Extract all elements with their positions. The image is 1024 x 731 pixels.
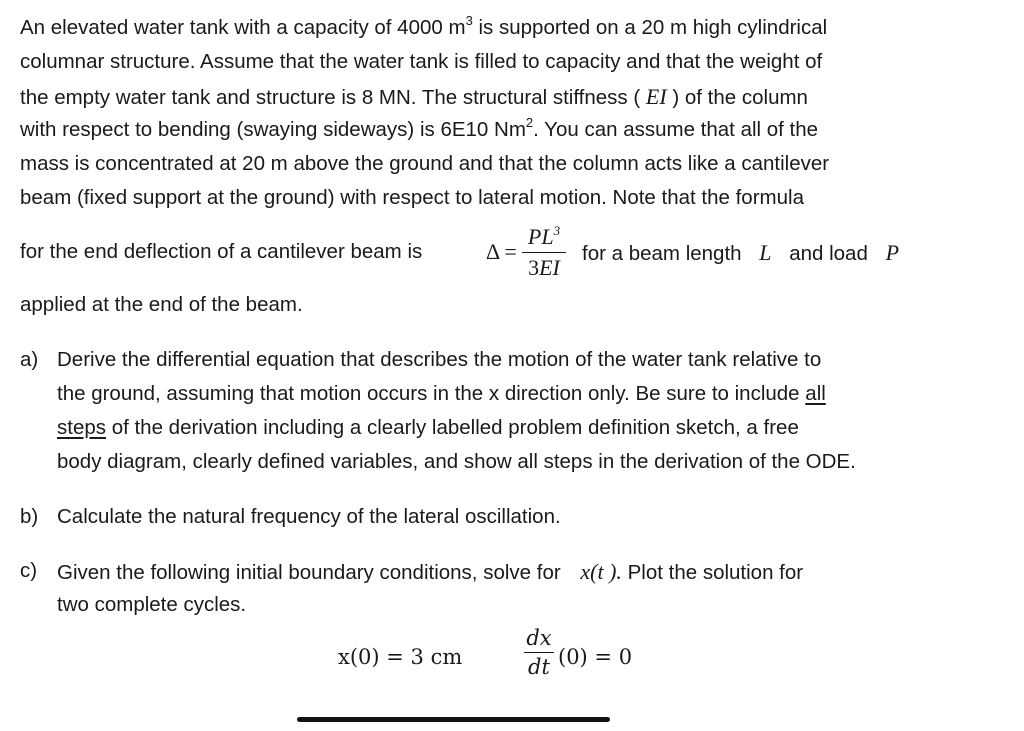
derivative-fraction: dx dt — [524, 626, 554, 679]
initial-position-condition: x(0) = 3 cm — [338, 645, 463, 669]
intro-line-7-right: for a beam length L and load P — [582, 240, 900, 265]
part-b-line-1: Calculate the natural frequency of the lateral oscillation. — [57, 505, 561, 528]
deflection-formula: $PL^3$ 3EI — [522, 224, 566, 281]
part-a-line-4: body diagram, clearly defined variables, and show all steps in the derivation of the ODE. — [57, 450, 856, 473]
delta-symbol: Δ = — [486, 239, 517, 264]
intro-line-7-left: for the end deflection of a cantilever beam is — [20, 240, 423, 263]
part-a-label: a) — [20, 348, 39, 371]
intro-line-1: An elevated water tank with a capacity of 4000 $m^3$ is supported on a 20 m high cylindrical — [20, 13, 828, 39]
intro-line-8: applied at the end of the beam. — [20, 293, 303, 316]
intro-line-5: mass is concentrated at 20 m above the ground and that the column acts like a cantilever — [20, 152, 830, 175]
part-b-label: b) — [20, 505, 39, 528]
intro-line-6: beam (fixed support at the ground) with respect to lateral motion. Note that the formula — [20, 186, 804, 209]
part-c-line-1: Given the following initial boundary conditions, solve for x(t ). Plot the solution for — [57, 559, 804, 584]
part-c-label: c) — [20, 559, 38, 582]
intro-line-4: with respect to bending (swaying sideways) is 6E10 Nm$^2$. You can assume that all of the — [20, 115, 819, 141]
part-a-line-3: steps of the derivation including a clearly labelled problem definition sketch, a free — [57, 416, 799, 439]
home-indicator-bar[interactable] — [297, 717, 610, 722]
part-a-line-2: the ground, assuming that motion occurs in the x direction only. Be sure to include all — [57, 382, 826, 405]
part-c-line-2: two complete cycles. — [57, 593, 247, 616]
intro-line-2: columnar structure. Assume that the water tank is filled to capacity and that the weight of — [20, 50, 823, 73]
part-a-line-1: Derive the differential equation that describes the motion of the water tank relative to — [57, 348, 822, 371]
intro-line-3: the empty water tank and structure is 8 MN. The structural stiffness ( EI ) of the column — [20, 84, 808, 109]
initial-velocity-condition: (0) = 0 — [558, 645, 633, 669]
